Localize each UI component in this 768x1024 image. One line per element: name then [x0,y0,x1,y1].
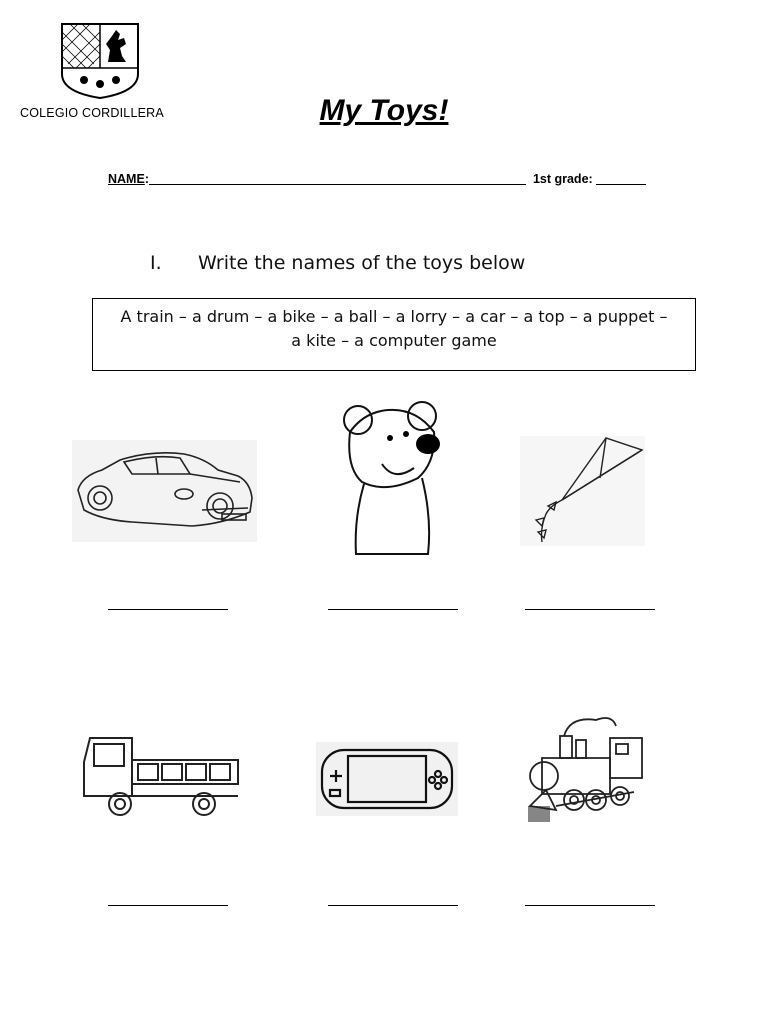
lorry-picture [80,734,242,822]
school-name: COLEGIO CORDILLERA [20,106,164,120]
word-bank-line-2: a kite – a computer game [291,331,497,350]
puppet-icon [336,398,446,558]
section-number: I. [150,252,162,274]
answer-line-train[interactable] [525,905,655,906]
school-crest-icon [60,22,140,100]
answer-line-puppet[interactable] [328,609,458,610]
word-bank-box [92,298,696,371]
page-title: My Toys! [319,94,449,127]
kite-icon [520,436,645,546]
answer-line-lorry[interactable] [108,905,228,906]
instruction [150,252,525,274]
answer-line-kite[interactable] [525,609,655,610]
computer-game-picture [316,742,458,820]
car-picture [72,440,257,546]
car-icon [72,440,257,542]
name-label: NAME [108,172,145,186]
train-icon [526,714,646,826]
puppet-picture [336,398,446,562]
instruction-text: Write the names of the toys below [198,252,526,274]
answer-line-car[interactable] [108,609,228,610]
school-logo [20,20,170,120]
answer-line-computer-game[interactable] [328,905,458,906]
grade-label: 1st grade: [532,172,593,186]
train-picture [526,714,646,830]
grade-field[interactable] [596,172,646,185]
word-bank-line-1: A train – a drum – a bike – a ball – a lorry – a car – a top – a puppet – [120,307,668,326]
name-line [108,172,646,186]
name-field[interactable] [149,172,526,185]
kite-picture [520,436,645,550]
lorry-icon [80,734,242,818]
computer-game-icon [316,742,458,816]
name-colon: : [144,172,149,186]
